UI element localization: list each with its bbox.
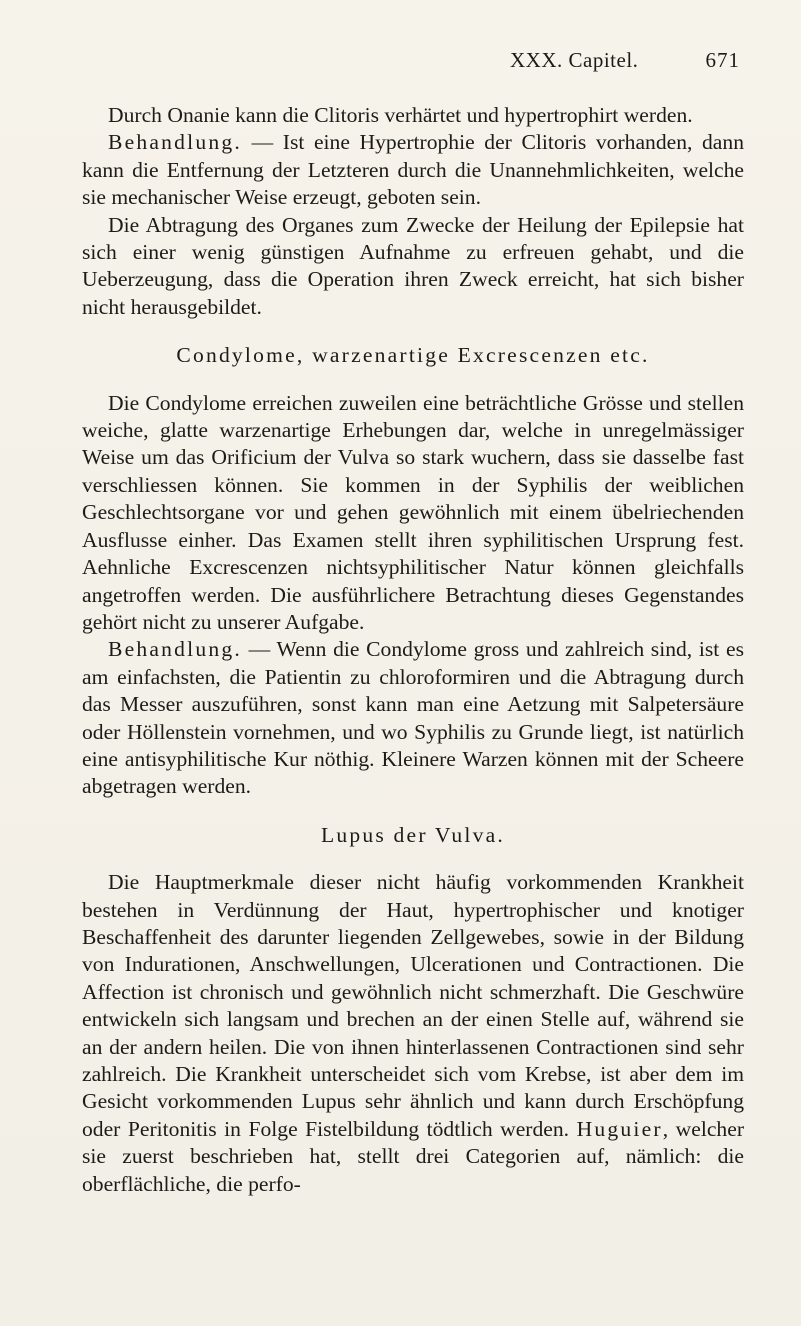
- paragraph-2-text: — Ist eine Hypertrophie der Clitoris vorhanden, dann kann die Entfernung der Letzteren durch die Unannehmlichkeiten, welche sie mechanischer Weise erzeugt, geboten sein.: [82, 130, 744, 210]
- page-number: 671: [705, 48, 740, 72]
- paragraph-3: Die Abtragung des Organes zum Zwecke der Heilung der Epilepsie hat sich einer wenig günstigen Aufnahme zu erfreuen gehabt, und die Ueberzeugung, dass die Operation ihren Zweck erreicht, hat sich bisher nicht herausgebildet.: [82, 212, 744, 319]
- paragraph-1: Durch Onanie kann die Clitoris verhärtet und hypertrophirt werden.: [108, 103, 693, 127]
- author-name: Huguier: [576, 1116, 663, 1141]
- paragraph-2: [82, 129, 744, 211]
- section-heading-lupus: Lupus der Vulva.: [320, 822, 506, 847]
- paragraph-4: Die Condylome erreichen zuweilen eine beträchtliche Grösse und stellen weiche, glatte warzenartige Erhebungen dar, welche in unregelmässiger Weise um das Orificium der Vulva so stark wuchern, dass sie dasselbe fast verschliessen können. Sie kommen in der Syphilis der weiblichen Geschlechtsorgane vor und gehen gewöhnlich mit einem übelriechenden Ausflusse einher. Das Examen stellt ihren syphilitischen Ursprung fest. Aehnliche Excrescenzen nichtsyphilitischer Natur können gleichfalls angetroffen werden. Die ausführlichere Betrachtung dieses Gegenstandes gehört nicht zu unserer Aufgabe.: [82, 390, 744, 634]
- paragraph-5-text: — Wenn die Condylome gross und zahlreich sind, ist es am einfachsten, die Patientin zu chloroformiren und die Abtragung durch das Messer auszuführen, sonst kann man eine Aetzung mit Salpetersäure oder Höllenstein vornehmen, und wo Syphilis zu Grunde liegt, ist natürlich eine antisyphilitische Kur nöthig. Kleinere Warzen können mit der Scheere abgetragen werden.: [82, 637, 744, 799]
- chapter-title: XXX. Capitel.: [510, 48, 639, 72]
- paragraph-6-end: , welcher sie zuerst beschrieben hat, stellt drei Categorien auf, nämlich: die oberflächliche, die perfo-: [82, 1116, 745, 1196]
- running-header: [80, 48, 740, 78]
- paragraph-6-text: Die Hauptmerkmale dieser nicht häufig vorkommenden Krankheit bestehen in Verdünnung der Haut, hypertrophischer und knotiger Beschaffenheit des darunter liegenden Zellgewebes, sowie in der Bildung von Indurationen, Anschwellungen, Ulcerationen und Contractionen. Die Affection ist chronisch und gewöhnlich nicht schmerzhaft. Die Geschwüre entwickeln sich langsam und brechen an der einen Stelle auf, während sie an der andern heilen. Die von ihnen hinterlassenen Contractionen sind sehr zahlreich. Die Krankheit unterscheidet sich vom Krebse, ist aber dem im Gesicht vorkommenden Lupus sehr ähnlich und kann durch Erschöpfung oder Peritonitis in Folge Fistelbildung tödtlich werden.: [82, 870, 744, 1141]
- paragraph-6: [82, 869, 744, 1198]
- treatment-label: Behandlung.: [108, 637, 242, 662]
- body-text: [82, 102, 744, 1198]
- treatment-label: Behandlung.: [108, 130, 242, 155]
- paragraph-5: [82, 636, 744, 800]
- section-heading-condylome: Condylome, warzenartige Excrescenzen etc.: [176, 343, 650, 368]
